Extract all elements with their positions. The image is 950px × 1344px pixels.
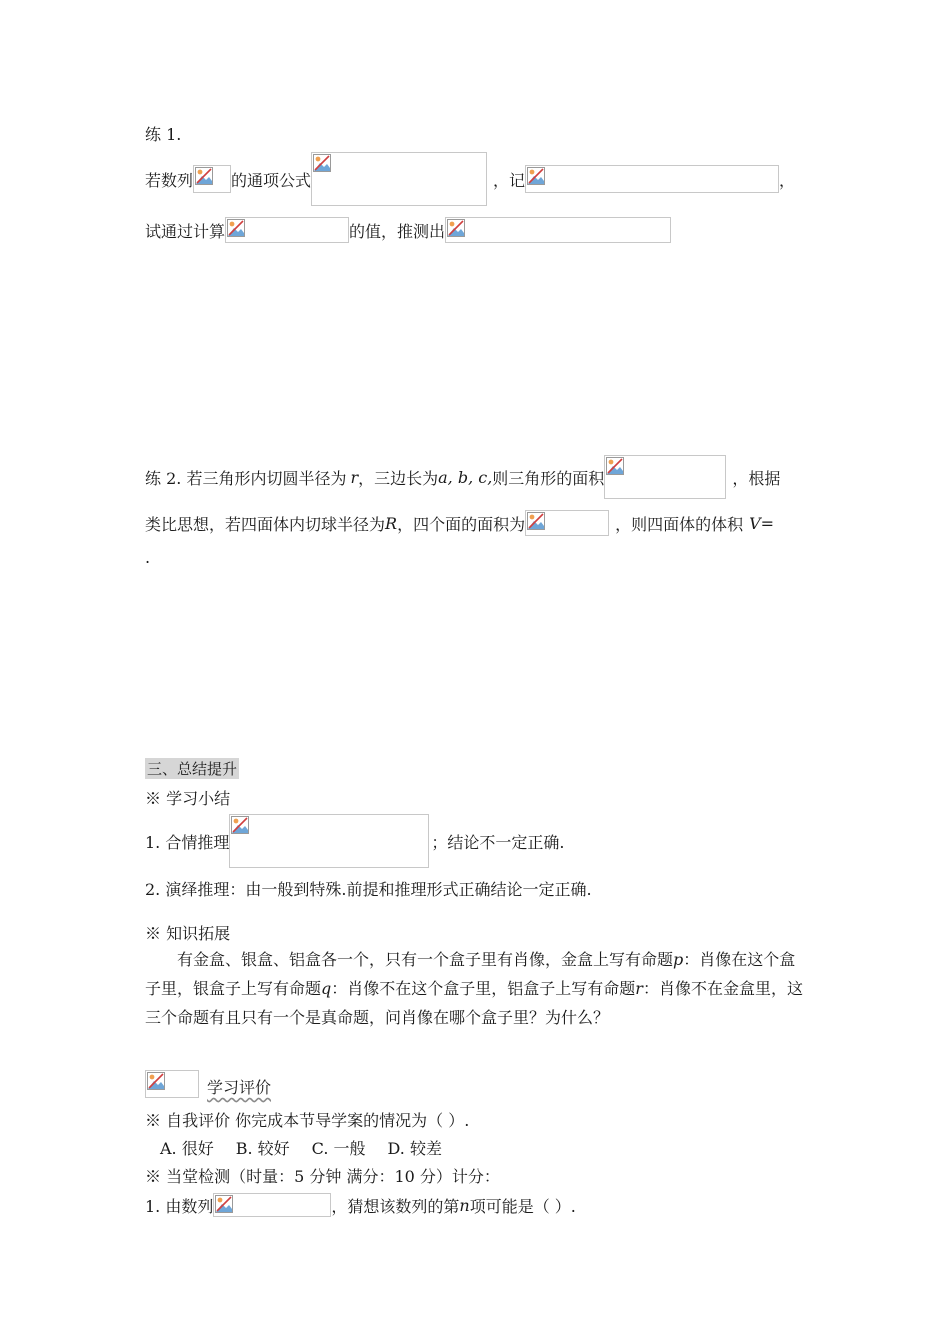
var-V: V	[749, 513, 761, 533]
var-r: r	[635, 979, 643, 998]
exercise1-heading	[145, 122, 181, 145]
var-q: q	[321, 979, 332, 998]
text: 有金盒、银盒、铝盒各一个，只有一个盒子里有肖像，金盒上写有命题	[177, 950, 674, 969]
var-r: r	[350, 467, 359, 487]
exercise1-line2	[145, 216, 671, 244]
exercise2-line1	[145, 455, 780, 499]
section-title	[145, 758, 239, 779]
formula-image-sequence	[193, 165, 231, 193]
broken-image-icon	[215, 1195, 233, 1213]
text: ，记	[493, 170, 526, 190]
formula-image-conjecture	[445, 217, 671, 243]
text: ，四个面的面积为	[397, 514, 526, 534]
text: 类比思想，若四面体内切球半径为	[145, 514, 386, 534]
formula-image-face-areas	[525, 510, 609, 536]
text: 若数列	[145, 170, 194, 190]
option-d: D. 较差	[387, 1139, 442, 1158]
broken-image-icon	[231, 816, 249, 834]
formula-image-general-term	[311, 152, 487, 206]
text: ※ 自我评价 你完成本节导学案的情况为（ ）.	[145, 1111, 470, 1130]
option-c: C. 一般	[311, 1139, 366, 1158]
option-a: A. 很好	[160, 1139, 214, 1158]
text: 1. 合情推理	[145, 832, 230, 852]
text: ：肖像不在这个盒子里，铝盒子上写有命题	[331, 979, 636, 998]
formula-image-triangle-area	[604, 455, 726, 499]
exercise1-label: 练 1.	[145, 125, 182, 144]
exercise1-line1	[145, 152, 795, 206]
text: 的值，推测出	[349, 221, 446, 241]
text: 1. 由数列	[145, 1196, 214, 1216]
exercise2-line2	[145, 510, 774, 536]
var-p: p	[673, 950, 684, 969]
knowledge-ext-paragraph	[145, 945, 807, 1032]
text: ，三边长为	[358, 468, 439, 488]
var-abc: a, b, c,	[438, 467, 493, 487]
text: =	[760, 513, 775, 533]
option-b: B. 较好	[235, 1139, 290, 1158]
text: ：肖像不在金盒里，这三个命题有且只有一个是真命题，问肖像在哪个盒子里？为什么？	[145, 979, 803, 1027]
summary-item1	[145, 814, 564, 868]
var-n: n	[459, 1195, 470, 1215]
exercise2-line3	[145, 548, 150, 567]
text: ：肖像在这个盒子里，银盒子上写有命题	[145, 950, 796, 998]
formula-image-values	[225, 217, 349, 243]
broken-image-icon	[313, 154, 331, 172]
text: 的通项公式	[231, 170, 312, 190]
text: 则三角形的面积	[492, 468, 605, 488]
text: ；结论不一定正确.	[431, 832, 565, 852]
study-summary-heading	[145, 786, 230, 809]
evaluation-title: 学习评价	[207, 1078, 272, 1097]
formula-image-plausible-reasoning	[229, 814, 429, 868]
broken-image-icon	[447, 219, 465, 237]
summary-item2	[145, 877, 592, 900]
text: .	[145, 548, 151, 567]
text: 2. 演绎推理：由一般到特殊.前提和推理形式正确结论一定正确.	[145, 880, 592, 899]
question1-line	[145, 1192, 576, 1218]
self-eval-options	[160, 1136, 442, 1159]
text: ，猜想该数列的第	[331, 1196, 460, 1216]
evaluation-logo-image	[145, 1070, 199, 1098]
broken-image-icon	[147, 1072, 165, 1090]
broken-image-icon	[527, 167, 545, 185]
section-title-text: 三、总结提升	[147, 760, 238, 778]
self-eval-line	[145, 1108, 469, 1131]
evaluation-title-line	[145, 1068, 271, 1098]
broken-image-icon	[227, 219, 245, 237]
broken-image-icon	[606, 457, 624, 475]
text: ，则四面体的体积	[615, 514, 744, 534]
broken-image-icon	[195, 167, 213, 185]
text: 试通过计算	[145, 221, 226, 241]
knowledge-ext-heading	[145, 921, 230, 944]
text: 练 2. 若三角形内切圆半径为	[145, 468, 347, 488]
formula-image-product	[525, 165, 779, 193]
text: ※ 知识拓展	[145, 924, 231, 943]
text: 项可能是（ ）.	[469, 1196, 576, 1216]
broken-image-icon	[527, 512, 545, 530]
text: ※ 学习小结	[145, 789, 231, 808]
text: ，	[779, 170, 796, 190]
class-test-line	[145, 1164, 500, 1187]
text: ※ 当堂检测（时量：5 分钟 满分：10 分）计分：	[145, 1167, 500, 1186]
var-R: R	[385, 513, 398, 533]
text: ，根据	[732, 468, 781, 488]
formula-image-sequence-terms	[213, 1193, 331, 1217]
